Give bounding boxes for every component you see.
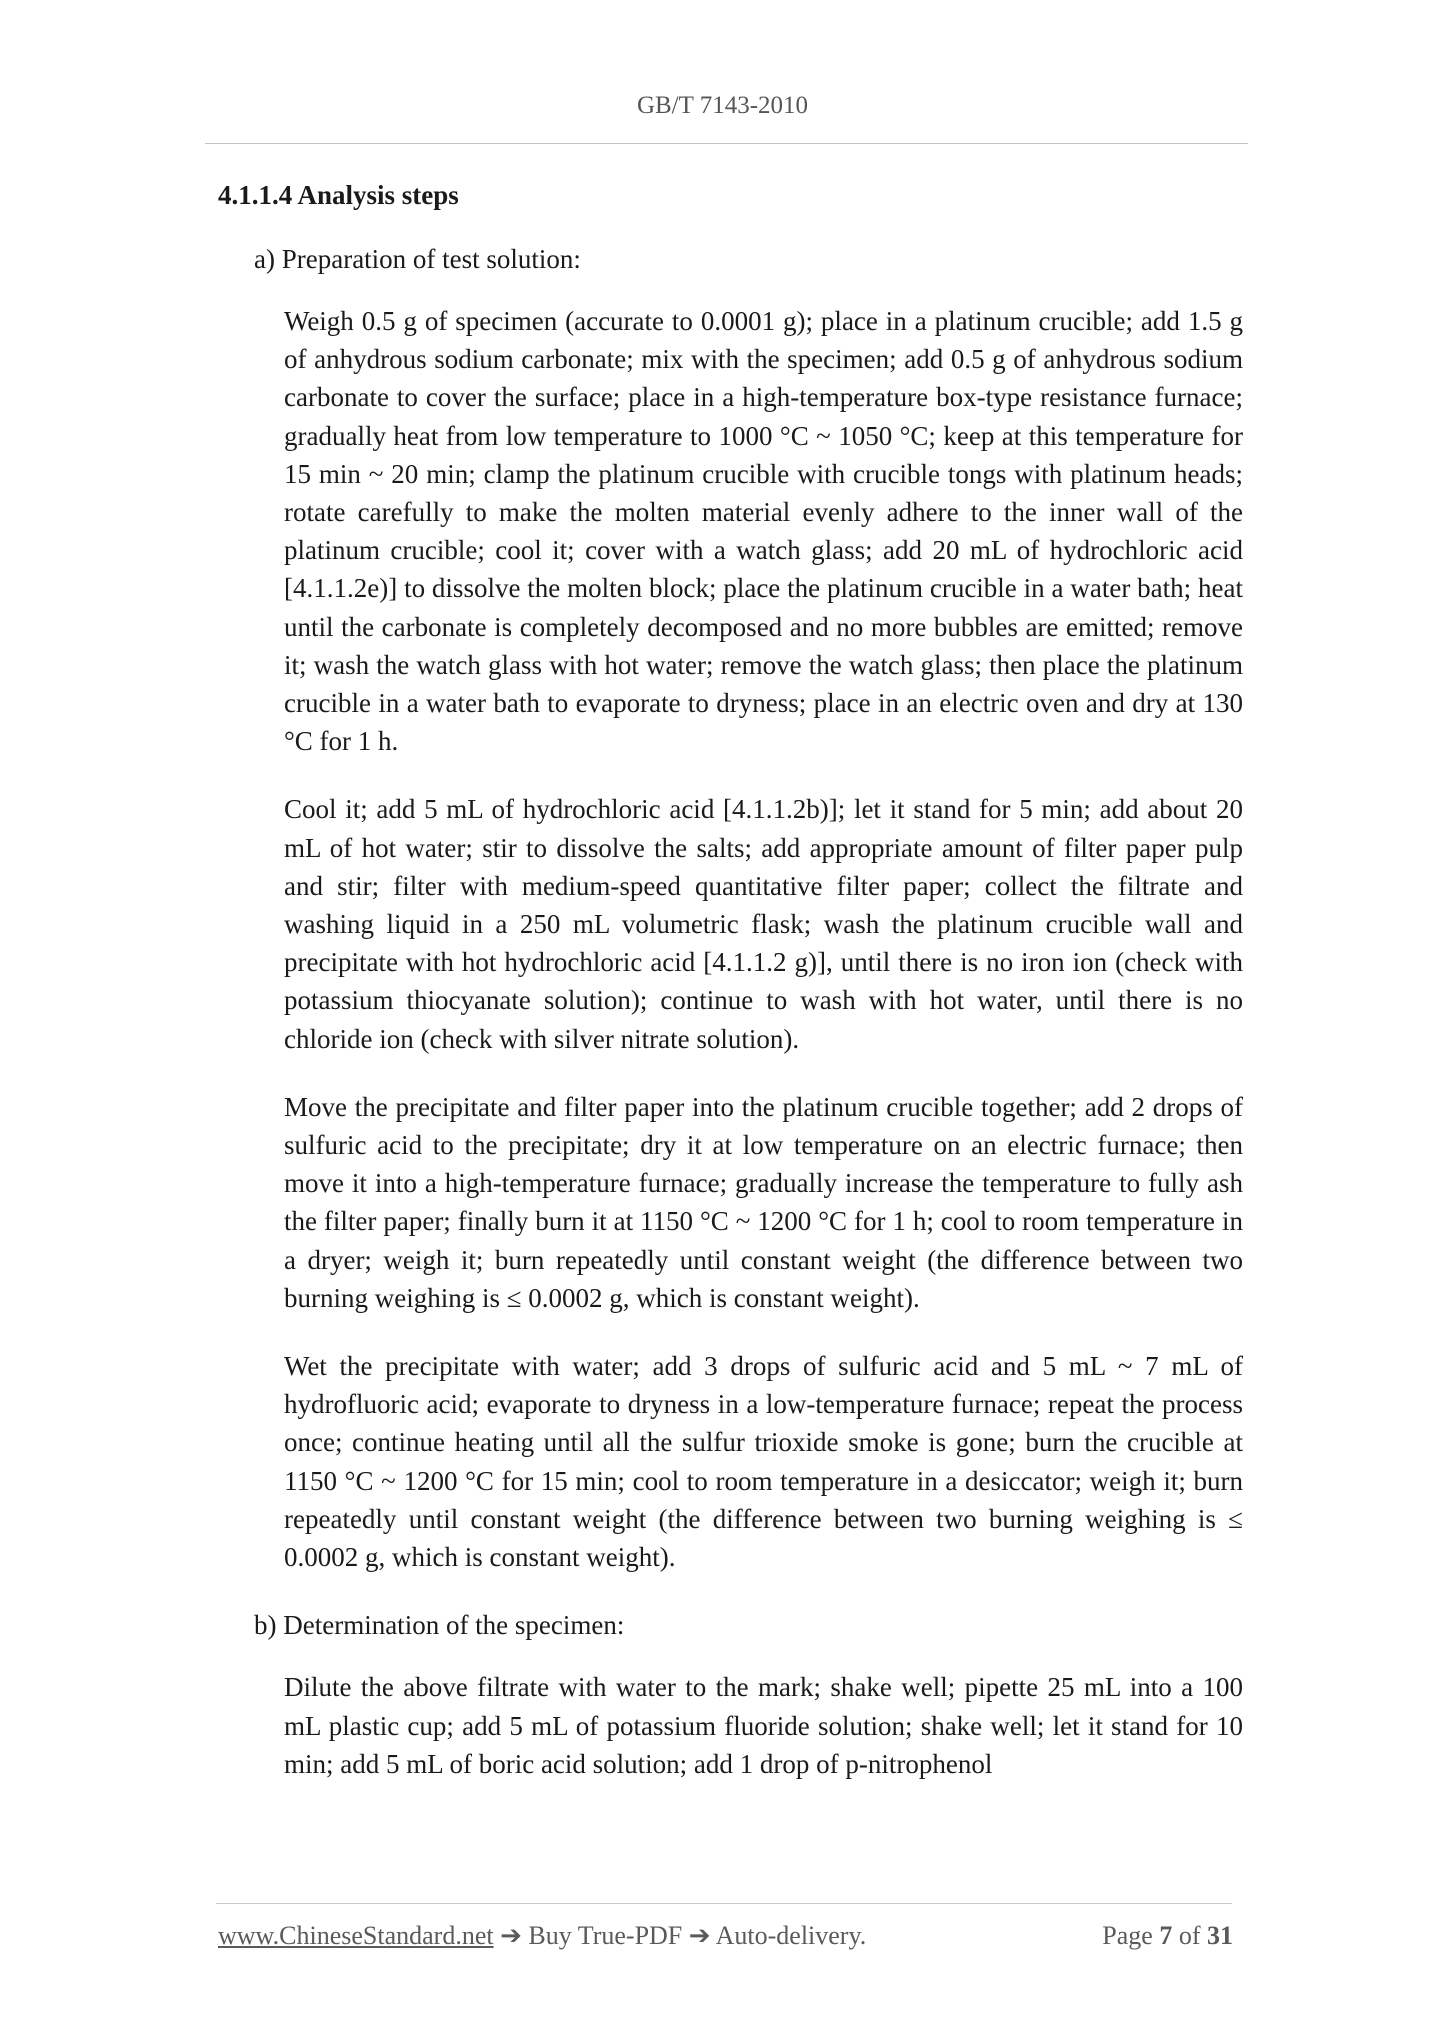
- step-label-b: b) Determination of the specimen:: [254, 1610, 625, 1641]
- paragraph: Dilute the above filtrate with water to the mark; shake well; pipette 25 mL into a 100 mL plastic cup; add 5 mL of potassium fluoride solution; shake well; let it stand for 10 min; add 5 mL of boric acid solution; add 1 drop of p-nitrophenol: [284, 1672, 1243, 1779]
- page-of-word: of: [1178, 1921, 1201, 1950]
- current-page-number: 7: [1159, 1921, 1173, 1950]
- footer-promo: [218, 1921, 866, 1951]
- paragraph: Move the precipitate and filter paper into the platinum crucible together; add 2 drops of sulfuric acid to the precipitate; dry it at low temperature on an electric furnace; then move it into a high-temperature furnace; gradually increase the temperature to fully ash the filter paper; finally burn it at 1150 °C ~ 1200 °C for 1 h; cool to room temperature in a dryer; weigh it; burn repeatedly until constant weight (the difference between two burning weighing is ≤ 0.0002 g, which is constant weight).: [284, 1091, 1243, 1313]
- footer-promo-text: ➔ Buy True-PDF ➔ Auto-delivery.: [493, 1921, 867, 1950]
- paragraph: Cool it; add 5 mL of hydrochloric acid [4.1.1.2b)]; let it stand for 5 min; add about 20 mL of hot water; stir to dissolve the salts; add appropriate amount of filter paper pulp and stir; filter with medium-speed quantitative filter paper; collect the filtrate and washing liquid in a 250 mL volumetric flask; wash the platinum crucible wall and precipitate with hot hydrochloric acid [4.1.1.2 g)], until there is no iron ion (check with potassium thiocyanate solution); continue to wash with hot water, until there is no chloride ion (check with silver nitrate solution).: [284, 794, 1243, 1054]
- document-body: [218, 176, 1243, 1783]
- page-footer: [218, 1921, 1233, 1957]
- total-page-number: 31: [1207, 1921, 1233, 1950]
- header-divider: [205, 143, 1248, 144]
- page-word: Page: [1102, 1921, 1153, 1950]
- paragraph: Wet the precipitate with water; add 3 drops of sulfuric acid and 5 mL ~ 7 mL of hydrofluoric acid; evaporate to dryness in a low-temperature furnace; repeat the process once; continue heating until all the sulfur trioxide smoke is gone; burn the crucible at 1150 °C ~ 1200 °C for 15 min; cool to room temperature in a desiccator; weigh it; burn repeatedly until constant weight (the difference between two burning weighing is ≤ 0.0002 g, which is constant weight).: [284, 1351, 1243, 1573]
- page-header: GB/T 7143-2010: [636, 92, 809, 119]
- step-label-a: a) Preparation of test solution:: [254, 244, 581, 274]
- paragraph: Weigh 0.5 g of specimen (accurate to 0.0001 g); place in a platinum crucible; add 1.5 g of anhydrous sodium carbonate; mix with the specimen; add 0.5 g of anhydrous sodium carbonate to cover the surface; place in a high-temperature box-type resistance furnace; gradually heat from low temperature to 1000 °C ~ 1050 °C; keep at this temperature for 15 min ~ 20 min; clamp the platinum crucible with crucible tongs with platinum heads; rotate carefully to make the molten material evenly adhere to the inner wall of the platinum crucible; cool it; cover with a watch glass; add 20 mL of hydrochloric acid [4.1.1.2e)] to dissolve the molten block; place the platinum crucible in a water bath; heat until the carbonate is completely decomposed and no more bubbles are emitted; remove it; wash the watch glass with hot water; remove the watch glass; then place the platinum crucible in a water bath to evaporate to dryness; place in an electric oven and dry at 130 °C for 1 h.: [284, 306, 1243, 757]
- footer-divider: [216, 1903, 1232, 1904]
- section-title: 4.1.1.4 Analysis steps: [218, 180, 459, 210]
- page-indicator: [1102, 1921, 1233, 1951]
- site-link[interactable]: www.ChineseStandard.net: [218, 1921, 494, 1950]
